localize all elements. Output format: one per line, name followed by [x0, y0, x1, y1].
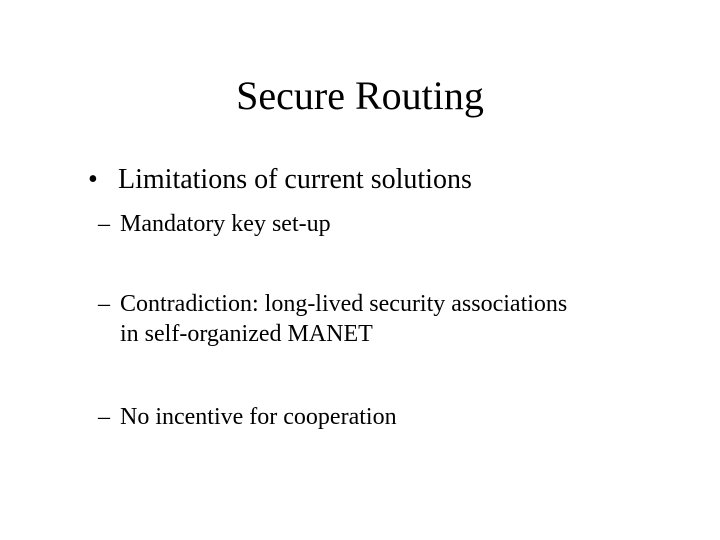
dash-marker: – — [98, 211, 110, 237]
bullet-text: Limitations of current solutions — [118, 164, 472, 195]
slide-title: Secure Routing — [236, 73, 484, 118]
sub-item-incentive — [98, 402, 397, 432]
sub-item-key-setup — [98, 209, 331, 239]
sub-item-continuation: in self-organized MANET — [120, 321, 373, 347]
sub-item-text: No incentive for cooperation — [120, 404, 397, 430]
bullet-item — [88, 162, 472, 198]
dash-marker: – — [98, 404, 110, 430]
bullet-marker: • — [88, 164, 98, 195]
sub-item-contradiction — [98, 289, 567, 349]
dash-marker: – — [98, 291, 110, 317]
sub-item-text: Mandatory key set-up — [120, 211, 331, 237]
sub-item-text: Contradiction: long-lived security associations — [120, 291, 568, 317]
